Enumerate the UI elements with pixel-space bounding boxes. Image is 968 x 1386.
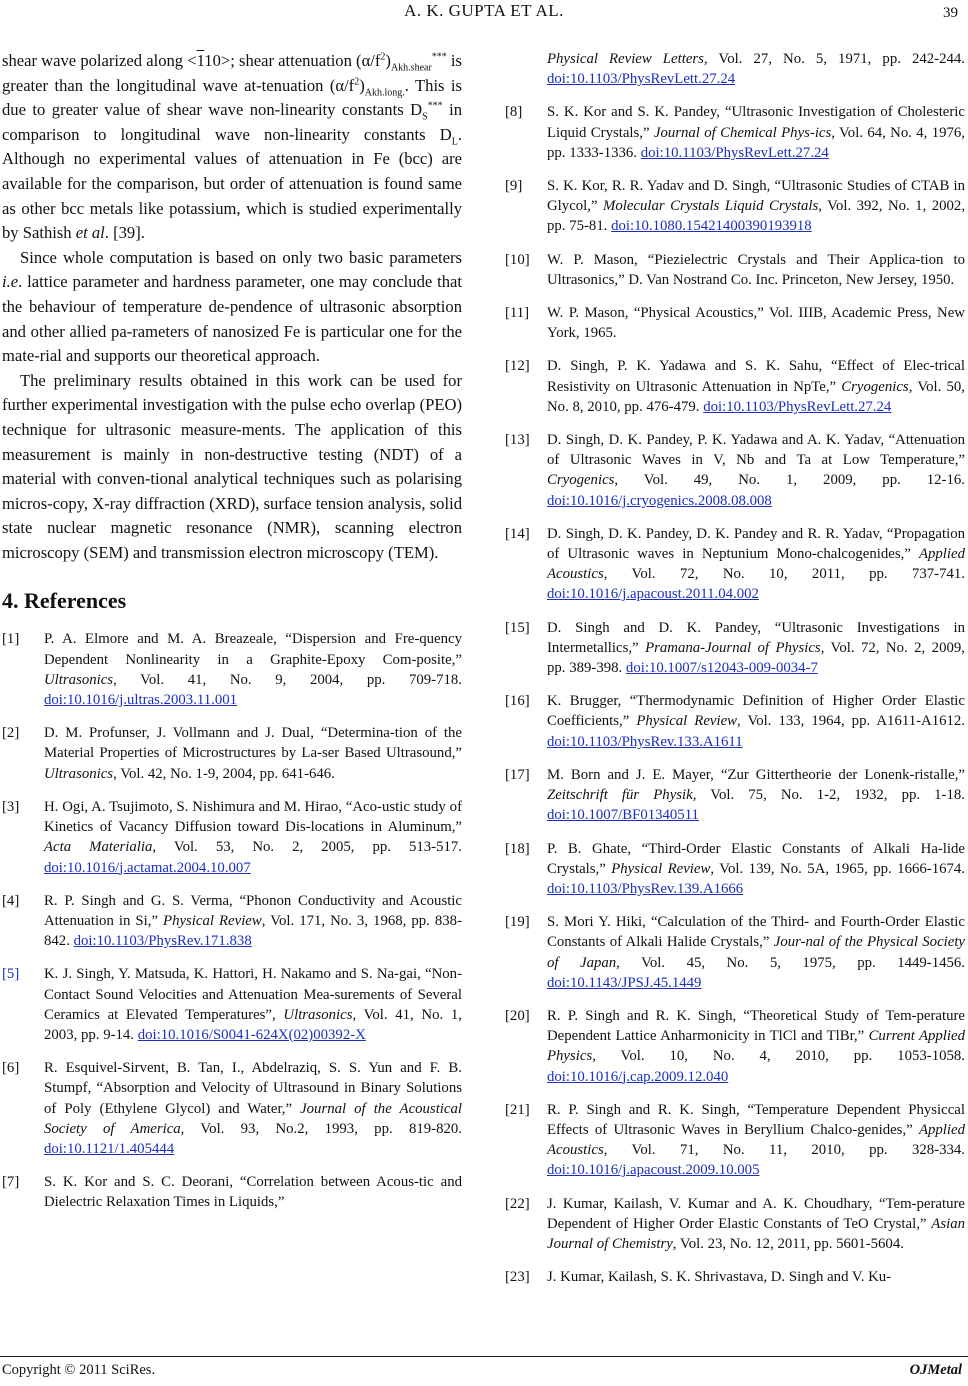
doi-link[interactable]: doi:10.1016/S0041-624X(02)00392-X [137, 1026, 366, 1043]
reference-post-text: , Vol. 133, 1964, pp. A1611-A1612. [737, 713, 965, 730]
reference-text [44, 964, 462, 1045]
reference-text [547, 618, 965, 679]
reference-pre-text: P. B. Ghate, “Third-Order Elastic Constants of Alkali Ha-lide Crystals,” [547, 840, 965, 877]
reference-text [547, 912, 965, 993]
reference-number: [6] [2, 1060, 20, 1077]
reference-text [547, 839, 965, 900]
reference-entry [505, 1006, 965, 1087]
reference-post-text: , Vol. 41, No. 9, 2004, pp. 709-718. [113, 671, 462, 688]
reference-number: [7] [2, 1174, 20, 1191]
reference-post-text: , Vol. 72, No. 2, 2009, pp. 389-398. [547, 639, 965, 677]
reference-number: [20] [505, 1007, 530, 1024]
doi-link[interactable]: doi:10.1103/PhysRev.133.A1611 [547, 733, 743, 750]
reference-number: [11] [505, 305, 530, 322]
journal-name: Acta Materialia [44, 839, 153, 856]
reference-post-text: , Vol. 139, No. 5A, 1965, pp. 1666-1674. [710, 860, 965, 877]
running-header: A. K. GUPTA ET AL. [404, 1, 564, 20]
reference-post-text: , Vol. 42, No. 1-9, 2004, pp. 641-646. [113, 765, 335, 782]
reference-pre-text: D. Singh and D. K. Pandey, “Ultrasonic Investigations in Intermetallics,” [547, 619, 965, 656]
reference-text [547, 1267, 965, 1287]
reference-text [547, 430, 965, 511]
reference-entry [505, 618, 965, 679]
reference-entry [505, 912, 965, 993]
reference-entry [2, 797, 462, 878]
reference-pre-text: K. Brugger, “Thermodynamic Definition of Higher Order Elastic Coefficients,” [547, 693, 965, 730]
journal-name: Ultrasonics [283, 1006, 353, 1023]
journal-name: Molecular Crystals Liquid Crystals [603, 198, 819, 215]
reference-number: [22] [505, 1195, 530, 1212]
journal-name: Physical Review [611, 860, 711, 877]
doi-link[interactable]: doi:10.1007/BF01340511 [547, 807, 699, 824]
journal-name: Current Applied Physics [547, 1028, 965, 1065]
reference-number: [14] [505, 525, 530, 542]
reference-post-text: , Vol. 171, No. 3, 1968, pp. 838-842. [44, 912, 462, 950]
reference-number: [12] [505, 358, 530, 375]
reference-pre-text: D. M. Profunser, J. Vollmann and J. Dual, “Determina-tion of the Material Properties of Microstructures by La-ser Based Ultrasound,” [44, 725, 462, 762]
reference-pre-text: W. P. Mason, “Piezielectric Crystals and Their Applica-tion to Ultrasonics,” D. Van Nostrand Co. Inc. Princeton, New Jersey, 1950. [547, 251, 965, 288]
reference-text [547, 176, 965, 237]
reference-number: [23] [505, 1269, 530, 1286]
reference-text [44, 1172, 462, 1212]
reference-entry [505, 250, 965, 290]
journal-name: Physical Review [163, 912, 262, 929]
doi-link[interactable]: doi:10.1143/JPSJ.45.1449 [547, 974, 702, 991]
journal-name: Pramana-Journal of Physics [645, 639, 821, 656]
body-paragraph-1: shear wave polarized along <110>; shear attenuation $(\alpha/f^2)_{Akh.shear}^{***}$ is greater than the longitudinal wave at-tenuation $(\alpha/f^2)_{Akh.long.}$. This is due to greater value of shear wave non-linearity constants $D_S^{***}$ in comparison to longitudinal wave non-linearity constants $D_L$. Although no experimental values of attenuation in Fe (bcc) are available for the comparison, but order of attenuation is found same as other bcc metals like potassium, which is studied experimentally by Sathish et al. [39]. [2, 51, 463, 243]
journal-name: Journal of the Acoustical Society of America [44, 1100, 462, 1137]
reference-list-left [2, 629, 462, 1212]
reference-number: [18] [505, 840, 530, 857]
reference-entry [505, 430, 965, 511]
reference-entry [505, 102, 965, 163]
reference-post-text: , Vol. 41, No. 1, 2003, pp. 9-14. [44, 1006, 463, 1043]
body-paragraph-2: Since whole computation is based on only two basic parameters i.e. lattice parameter and hardness parameter, one may conclude that the behaviour of temperature de-pendence of ultrasonic absorption and other allied pa-rameters of nanosized Fe is particular one for the mate-rial and supports our theoretical approach. [2, 247, 462, 366]
reference-number: [2] [2, 725, 20, 742]
reference-text [547, 1100, 965, 1181]
journal-name: Ultrasonics [44, 671, 114, 688]
reference-text [547, 524, 965, 605]
reference-pre-text: S. K. Kor and S. K. Pandey, “Ultrasonic Investigation of Cholesteric Liquid Crystals,” [547, 104, 965, 141]
journal-name: Applied Acoustics [547, 546, 965, 583]
reference-pre-text: S. Mori Y. Hiki, “Calculation of the Third- and Fourth-Order Elastic Constants of Alkali Halide Crystals,” [547, 914, 965, 951]
reference-entry [505, 1100, 965, 1181]
reference-entry [2, 964, 462, 1045]
doi-link[interactable]: doi:10.1016/j.apacoust.2009.10.005 [547, 1162, 760, 1179]
reference-pre-text: W. P. Mason, “Physical Acoustics,” Vol. IIIB, Academic Press, New York, 1965. [547, 305, 965, 342]
reference-pre-text: K. J. Singh, Y. Matsuda, K. Hattori, H. Nakamo and S. Na-gai, “Non-Contact Sound Velocities and Attenuation Mea-surements of Several Ceramics at Elevated Temperatures”, [44, 966, 462, 1023]
reference-pre-text: D. Singh, D. K. Pandey, P. K. Yadawa and A. K. Yadav, “Attenuation of Ultrasonic Waves in V, Nb and Ta at Low Temperature,” [547, 432, 965, 469]
reference-entry [505, 176, 965, 237]
reference-pre-text: R. P. Singh and R. K. Singh, “Temperature Dependent Physiccal Effects of Ultrasonic Waves in Beryllium Chalco-genides,” [547, 1101, 965, 1138]
reference-text [44, 797, 462, 878]
reference-number: [4] [2, 892, 20, 909]
reference-entry [505, 524, 965, 605]
reference-pre-text: S. K. Kor, R. R. Yadav and D. Singh, “Ultrasonic Studies of CTAB in Glycol,” [547, 178, 965, 215]
reference-entry [505, 839, 965, 900]
left-column [2, 49, 462, 1226]
reference-entry [505, 765, 965, 826]
reference-text [547, 250, 965, 290]
reference-text [547, 765, 965, 826]
reference-pre-text: J. Kumar, Kailash, S. K. Shrivastava, D. Singh and V. Ku- [547, 1269, 892, 1286]
doi-link[interactable]: doi:10.1121/1.405444 [44, 1140, 175, 1157]
reference-post-text: , Vol. 50, No. 8, 2010, pp. 476-479. [547, 378, 965, 415]
reference-post-text: , Vol. 75, No. 1-2, 1932, pp. 1-18. [692, 787, 965, 804]
reference-number: [3] [2, 798, 20, 815]
reference-number: [8] [505, 104, 523, 121]
reference-number: [16] [505, 693, 530, 710]
reference-pre-text: R. P. Singh and R. K. Singh, “Theoretical Study of Tem-perature Dependent Lattice Anharmonicity in TlCl and TlBr,” [547, 1007, 965, 1045]
journal-name: Physical Review [636, 713, 738, 730]
reference-pre-text: P. A. Elmore and M. A. Breazeale, “Dispersion and Fre-quency Dependent Nonlinearity in a Graphite-Epoxy Com-posite,” [44, 631, 462, 668]
reference-text [547, 102, 965, 163]
reference-post-text: , Vol. 45, No. 5, 1975, pp. 1449-1456. [616, 954, 966, 971]
reference-entry [2, 629, 462, 710]
reference-number: [21] [505, 1101, 530, 1118]
reference-text [44, 891, 462, 952]
reference-text [547, 691, 965, 752]
reference-post-text: , Vol. 49, No. 1, 2009, pp. 12-16. [614, 472, 965, 489]
journal-name: Cryogenics [547, 472, 615, 489]
doi-link[interactable]: doi:10.1016/j.cap.2009.12.040 [547, 1068, 729, 1085]
reference-entry [505, 1194, 965, 1255]
reference-number: [9] [505, 178, 523, 195]
reference-entry [505, 1267, 965, 1287]
reference-entry [2, 891, 462, 952]
reference-entry [2, 723, 462, 784]
reference-text [547, 49, 965, 89]
reference-pre-text: D. Singh, D. K. Pandey, D. K. Pandey and R. R. Yadav, “Propagation of Ultrasonic waves in Neptunium Mono-chalcogenides,” [547, 525, 965, 563]
doi-link[interactable]: doi:10.1016/j.ultras.2003.11.001 [44, 692, 238, 709]
footer-divider [0, 1356, 968, 1357]
journal-name: Cryogenics [841, 378, 909, 395]
reference-text [44, 723, 462, 784]
reference-entry [505, 49, 965, 89]
doi-link[interactable]: doi:10.1016/j.apacoust.2011.04.002 [547, 586, 759, 603]
reference-number[interactable]: [5] [2, 966, 20, 983]
reference-text [547, 1194, 965, 1255]
journal-name: Asian Journal of Chemistry [547, 1215, 965, 1252]
journal-name: Ultrasonics [44, 765, 114, 782]
journal-name: Physical Review Letters [547, 51, 704, 67]
reference-number: [10] [505, 251, 530, 268]
reference-post-text: , Vol. 10, No. 4, 2010, pp. 1053-1058. [592, 1048, 965, 1065]
journal-name: Jour-nal of the Physical Society of Japan [547, 934, 966, 971]
doi-link[interactable]: doi:10.1103/PhysRevLett.27.24 [547, 71, 736, 88]
doi-link[interactable]: doi:10.1016/j.actamat.2004.10.007 [44, 859, 251, 876]
reference-post-text: , Vol. 53, No. 2, 2005, pp. 513-517. [152, 839, 462, 856]
reference-number: [19] [505, 914, 530, 931]
reference-post-text: , Vol. 392, No. 1, 2002, pp. 75-81. [547, 198, 966, 235]
journal-name: Journal of Chemical Phys-ics [653, 124, 832, 141]
reference-pre-text: J. Kumar, Kailash, V. Kumar and A. K. Choudhary, “Tem-perature Dependent of Higher Order Elastic Constants of TeO Crystal,” [547, 1195, 965, 1232]
reference-text [547, 356, 965, 417]
reference-number: [13] [505, 432, 530, 449]
reference-post-text: , Vol. 71, No. 11, 2010, pp. 328-334. [603, 1142, 965, 1159]
page-number: 39 [943, 5, 958, 21]
reference-post-text: , Vol. 27, No. 5, 1971, pp. 242-244. [703, 51, 965, 67]
reference-entry [2, 1058, 462, 1159]
journal-name: Applied Acoustics [547, 1121, 965, 1159]
journal-name: Zeitschrift für Physik [547, 787, 693, 804]
section-heading-references: 4. References [2, 588, 127, 614]
reference-number: [17] [505, 766, 530, 783]
reference-entry [2, 1172, 462, 1212]
reference-number: [1] [2, 631, 20, 648]
reference-post-text: , Vol. 64, No. 4, 1976, pp. 1333-1336. [547, 124, 965, 161]
reference-text [44, 1058, 462, 1159]
right-column [505, 49, 965, 1300]
reference-list-right [505, 49, 965, 1287]
reference-number: [15] [505, 619, 530, 636]
reference-pre-text: D. Singh, P. K. Yadawa and S. K. Sahu, “Effect of Elec-trical Resistivity on Ultrasonic Attenuation in NpTe,” [547, 358, 965, 395]
doi-link[interactable]: doi:10.1103/PhysRevLett.27.24 [703, 398, 892, 415]
journal-abbreviation: OJMetal [909, 1362, 962, 1378]
copyright-notice: Copyright © 2011 SciRes. [2, 1362, 156, 1378]
reference-pre-text: M. Born and J. E. Mayer, “Zur Gittertheorie der Lonenk-ristalle,” [547, 766, 965, 783]
reference-post-text: , Vol. 23, No. 12, 2011, pp. 5601-5604. [672, 1235, 904, 1252]
reference-pre-text: H. Ogi, A. Tsujimoto, S. Nishimura and M. Hirao, “Aco-ustic study of Kinetics of Vacancy Diffusion toward Dis-locations in Aluminum,” [44, 798, 462, 836]
reference-post-text: , Vol. 72, No. 10, 2011, pp. 737-741. [603, 566, 965, 583]
doi-link[interactable]: doi:10.1007/s12043-009-0034-7 [625, 660, 818, 677]
doi-link[interactable]: doi:10.1080.15421400390193918 [611, 218, 812, 235]
doi-link[interactable]: doi:10.1103/PhysRevLett.27.24 [640, 144, 829, 161]
reference-text [547, 303, 965, 343]
doi-link[interactable]: doi:10.1016/j.cryogenics.2008.08.008 [547, 492, 772, 509]
reference-text [547, 1006, 965, 1087]
reference-pre-text: R. P. Singh and G. S. Verma, “Phonon Conductivity and Acoustic Attenuation in Si,” [44, 892, 462, 929]
reference-entry [505, 356, 965, 417]
reference-entry [505, 303, 965, 343]
doi-link[interactable]: doi:10.1103/PhysRev.171.838 [73, 933, 252, 950]
doi-link[interactable]: doi:10.1103/PhysRev.139.A1666 [547, 880, 744, 897]
body-paragraph-3: The preliminary results obtained in this work can be used for further experimental investigation with the pulse echo overlap (PEO) technique for ultrasonic measure-ments. The application of this measurement is mainly in non-destructive testing (NDT) of a material with conven-tional analytical techniques such as polarising micros-copy, X-ray diffraction (XRD), surface tension analysis, solid state nuclear magnetic resonance (NMR), scanning electron microscopy (SEM) and transmission electron microscopy (TEM). [2, 370, 462, 562]
reference-post-text: , Vol. 93, No.2, 1993, pp. 819-820. [180, 1120, 462, 1137]
reference-text [44, 629, 462, 710]
reference-pre-text: R. Esquivel-Sirvent, B. Tan, I., Abdelraziq, S. S. Yun and F. B. Stumpf, “Absorption and Velocity of Ultrasound in Binary Solutions of Poly (Ethylene Glycol) and Water,” [44, 1060, 462, 1117]
reference-entry [505, 691, 965, 752]
reference-pre-text: S. K. Kor and S. C. Deorani, “Correlation between Acous-tic and Dielectric Relaxation Times in Liquids,” [44, 1174, 462, 1211]
